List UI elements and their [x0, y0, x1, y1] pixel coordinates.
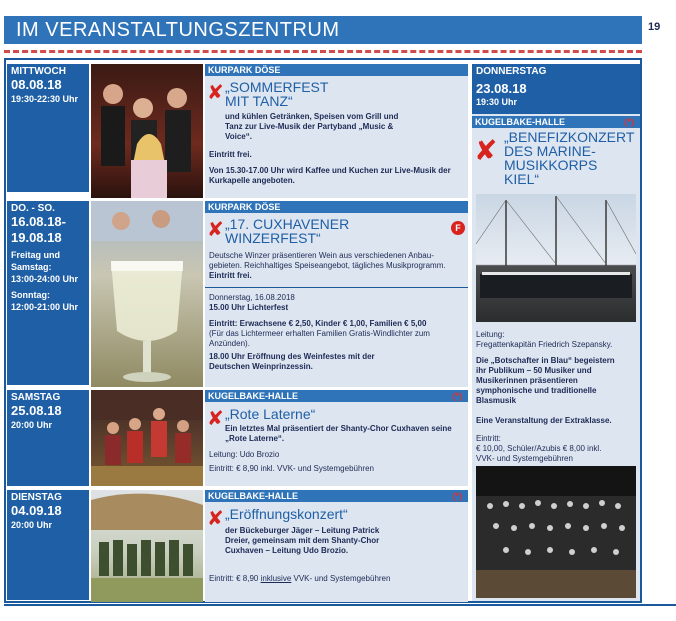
- leader-label: Leitung:: [476, 330, 505, 339]
- event-date: 16.08.18-: [11, 214, 66, 229]
- event-class: Eine Veranstaltung der Extraklasse.: [476, 416, 612, 425]
- orchestra-photo-image: [476, 466, 636, 598]
- dashed-divider: [4, 50, 642, 53]
- shanty-photo: [91, 390, 203, 486]
- event-day: MITTWOCH: [11, 66, 66, 77]
- event-date-detail: Donnerstag, 16.08.2018: [209, 293, 295, 302]
- wine-photo: [91, 201, 203, 387]
- event-date-box: [7, 64, 89, 192]
- event-title-line: MUSIKKORPS: [504, 157, 598, 173]
- event-day: DO. - SO.: [11, 203, 55, 214]
- venue-label: KURPARK DÖSE: [208, 202, 281, 212]
- venue-label: KUGELBAKE-HALLE: [208, 491, 298, 501]
- event-time: 20:00 Uhr: [11, 520, 53, 530]
- event-time: Sonntag:: [11, 290, 50, 300]
- event-date: 04.09.18: [11, 503, 62, 518]
- event-title: [225, 80, 328, 108]
- cross-mark-icon: ✘: [207, 406, 224, 430]
- venue-bar: [205, 490, 468, 502]
- orchestra-photo: [476, 466, 636, 598]
- entry-text: Eintritt: € 8,90: [209, 574, 261, 583]
- cross-mark-icon: ✘: [207, 506, 224, 530]
- event-extra: Von 15.30-17.00 Uhr wird Kaffee und Kuchen zur Live-Musik der Kurkapelle angeboten.: [209, 166, 451, 185]
- event-time: 19:30-22:30 Uhr: [11, 94, 79, 104]
- shanty-photo-image: [91, 390, 203, 486]
- event-time: 12:00-21:00 Uhr: [11, 302, 79, 312]
- event-title-line: DES MARINE-: [504, 143, 596, 159]
- band-photo: [91, 64, 203, 198]
- page-number: 19: [648, 21, 661, 33]
- event-panel: [205, 64, 468, 198]
- event-date: 19.08.18: [11, 230, 62, 245]
- cross-mark-icon: ✘: [207, 217, 224, 241]
- cross-mark-icon: ✘: [207, 80, 224, 104]
- event-title-line: MIT TANZ“: [225, 93, 293, 109]
- event-entry: € 10,00, Schüler/Azubis € 8,00 inkl. VVK- und Systemgebühren: [476, 444, 602, 463]
- event-time: 19:30 Uhr: [476, 97, 518, 107]
- venue-label: KUGELBAKE-HALLE: [475, 117, 565, 127]
- venue-bar: [205, 390, 468, 402]
- venue-label: KUGELBAKE-HALLE: [208, 391, 298, 401]
- lichterfest-time: 15.00 Uhr Lichterfest: [209, 303, 289, 312]
- wine-photo-image: [91, 201, 203, 387]
- event-description: Ein letztes Mal präsentiert der Shanty-Chor Cuxhaven seine „Rote Laterne“.: [225, 424, 452, 443]
- event-title-line: „BENEFIZKONZERT: [504, 129, 635, 145]
- event-panel: [205, 490, 468, 602]
- event-entry: [209, 574, 390, 584]
- event-leader: Leitung: Udo Brozio: [209, 450, 280, 459]
- event-title-line: „17. CUXHAVENER: [225, 216, 350, 232]
- event-day: DONNERSTAG: [476, 66, 547, 77]
- event-entry: Eintritt: € 8,90 inkl. VVK- und Systemgebühren: [209, 464, 374, 473]
- event-title: [225, 217, 349, 245]
- price-note: (Für das Lichtermeer erhalten Familien Gratis-Windlichter zum Anzünden).: [209, 329, 430, 348]
- event-title-line: WINZERFEST“: [225, 230, 321, 246]
- note-marker: (*): [624, 117, 634, 127]
- ship-photo-image: [476, 194, 636, 322]
- event-panel: [205, 201, 468, 387]
- event-time: 20:00 Uhr: [11, 420, 53, 430]
- event-time: Freitag und: [11, 250, 60, 260]
- event-description: Deutsche Winzer präsentieren Wein aus verschiedenen Anbau-gebieten. Reichhaltiges Speiseangebot, tägliches Musikprogramm.: [209, 251, 446, 270]
- event-date-box: [7, 490, 89, 600]
- fee-badge: F: [451, 221, 465, 235]
- entry-emphasis: inklusive: [260, 574, 292, 583]
- event-entry: Eintritt frei.: [209, 150, 252, 159]
- band-group-photo-image: [91, 490, 203, 602]
- event-title: „Eröffnungskonzert“: [225, 506, 348, 522]
- event-day: SAMSTAG: [11, 392, 61, 403]
- event-entry: Eintritt frei.: [209, 271, 252, 280]
- event-date-box: [7, 201, 89, 385]
- bottom-rule: [4, 604, 676, 606]
- opening-text: 18.00 Uhr Eröffnung des Weinfestes mit der Deutschen Weinprinzessin.: [209, 352, 375, 371]
- event-title: „Rote Laterne“: [225, 406, 316, 422]
- event-description: der Bückeburger Jäger – Leitung Patrick Dreier, gemeinsam mit dem Shanty-Chor Cuxhaven – Leitung Udo Brozio.: [225, 526, 380, 555]
- panel-divider: [205, 287, 468, 288]
- section-header: [4, 16, 642, 44]
- event-panel: [205, 390, 468, 486]
- band-photo-image: [91, 64, 203, 198]
- event-time: Samstag:: [11, 262, 52, 272]
- event-title: [504, 130, 634, 186]
- event-day: DIENSTAG: [11, 492, 62, 503]
- venue-label: KURPARK DÖSE: [208, 65, 281, 75]
- event-date: 25.08.18: [11, 403, 62, 418]
- venue-bar: [205, 201, 468, 213]
- venue-bar: [472, 116, 640, 128]
- ship-photo: [476, 194, 636, 322]
- band-group-photo: [91, 490, 203, 602]
- event-date: 08.08.18: [11, 77, 62, 92]
- event-title-line: KIEL“: [504, 171, 540, 187]
- event-date-box: [7, 390, 89, 486]
- event-time: 13:00-24:00 Uhr: [11, 274, 79, 284]
- price-list: Eintritt: Erwachsene € 2,50, Kinder € 1,00, Familien € 5,00: [209, 319, 427, 328]
- cross-mark-icon: ✘: [474, 134, 498, 167]
- event-description: und kühlen Getränken, Speisen vom Grill und Tanz zur Live-Musik der Partyband „Music & Voice“.: [225, 112, 399, 141]
- entry-label: Eintritt:: [476, 434, 501, 443]
- right-column-panel: [472, 64, 640, 601]
- event-description: Die „Botschafter in Blau“ begeistern ihr Publikum – 50 Musiker und Musikerinnen präsentieren symphonische und traditionelle Blasmusik: [476, 356, 615, 405]
- venue-bar: [205, 64, 468, 76]
- note-marker: (*): [452, 391, 462, 401]
- entry-text: VVK- und Systemgebühren: [291, 574, 391, 583]
- section-title: IM VERANSTALTUNGSZENTRUM: [16, 19, 340, 41]
- note-marker: (*): [452, 491, 462, 501]
- right-date-box: [472, 64, 640, 114]
- event-date: 23.08.18: [476, 81, 527, 96]
- event-leader: Fregattenkapitän Friedrich Szepansky.: [476, 340, 613, 349]
- event-title-line: „SOMMERFEST: [225, 79, 329, 95]
